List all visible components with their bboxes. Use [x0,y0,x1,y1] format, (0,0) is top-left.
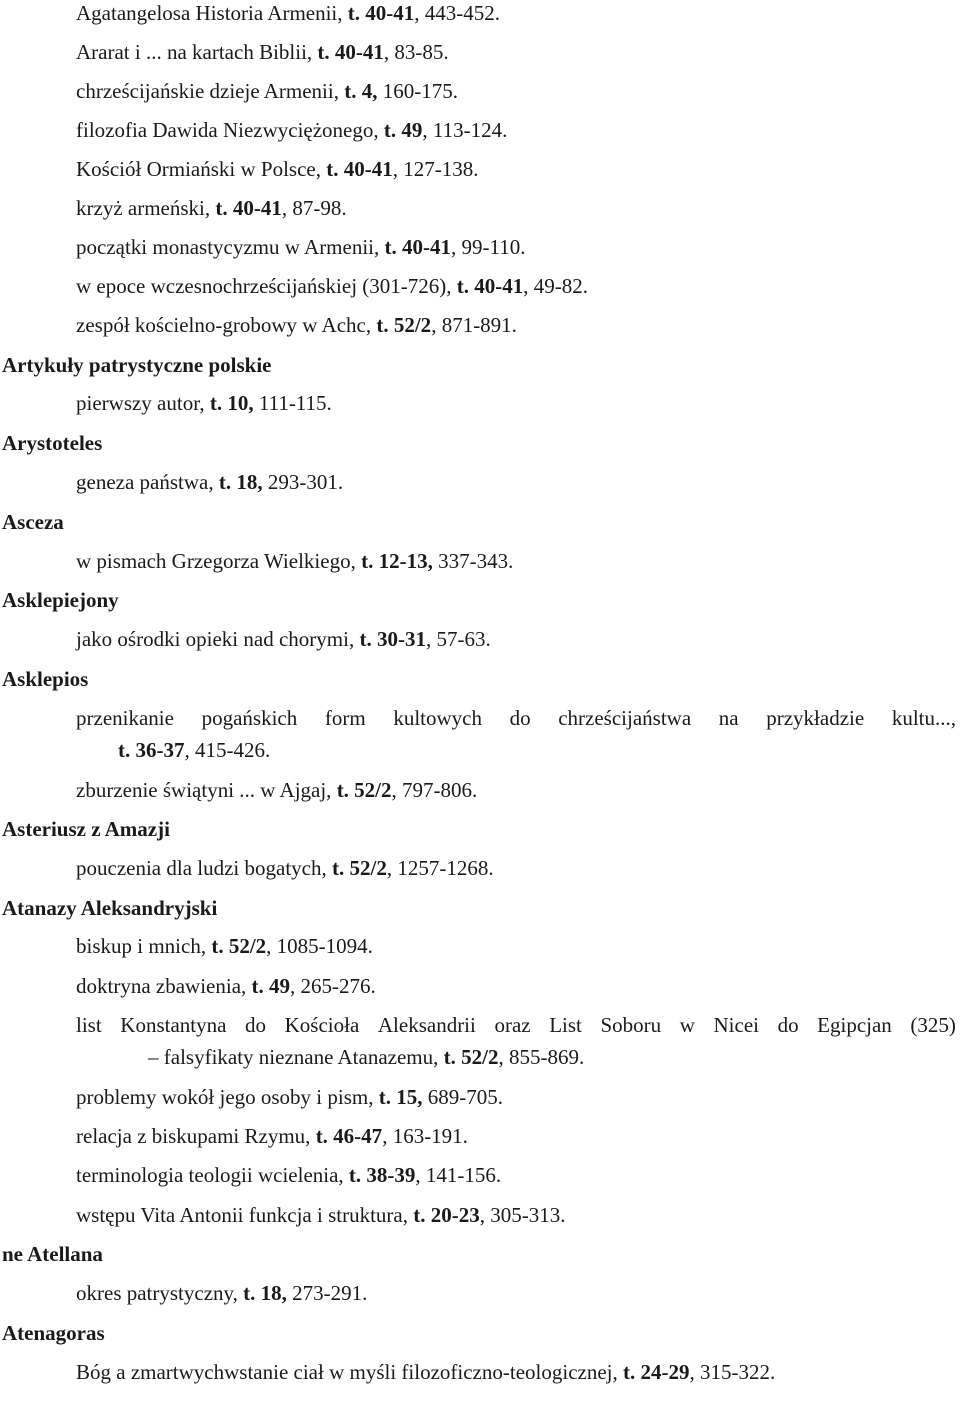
entry-title: Ararat i ... na kartach Biblii, [76,40,318,64]
volume-ref: t. 40-41 [326,157,393,181]
entry-title: biskup i mnich, [76,934,212,958]
volume-ref: t. 18, [218,470,263,494]
volume-ref: t. 40-41 [215,196,282,220]
volume-ref: t. 36-37 [118,738,185,762]
page-range: 160-175. [377,79,458,103]
page-range: 111-115. [253,391,332,415]
index-entry: przenikanie pogańskich form kultowych do chrześcijaństwa na przykładzie kultu..., [76,706,956,730]
entry-title: pouczenia dla ludzi bogatych, [76,856,332,880]
index-entry [76,626,491,652]
index-entry [76,195,347,221]
page-range: , 1085-1094. [266,934,373,958]
volume-ref: t. 52/2 [211,934,267,958]
page-range: , 99-110. [451,235,526,259]
page-range: , 415-426. [184,738,271,762]
volume-ref: t. 49 [383,118,423,142]
volume-ref: t. 24-29 [622,1360,690,1384]
entry-title: w epoce wczesnochrześcijańskiej (301-726), [76,274,457,298]
page-range: , 855-869. [498,1045,585,1069]
entry-title: Bóg a zmartwychwstanie ciał w myśli filozoficzno-teologicznej, [76,1360,623,1384]
index-heading: Atenagoras [2,1321,105,1345]
volume-ref: t. 52/2 [443,1045,499,1069]
entry-title: pierwszy autor, [76,391,210,415]
index-entry [76,469,343,495]
index-entry [76,1084,503,1110]
index-heading: Asklepiejony [2,588,119,612]
entry-title: Agatangelosa Historia Armenii, [76,1,348,25]
volume-ref: t. 52/2 [332,856,387,880]
entry-title: doktryna zbawienia, [76,974,252,998]
entry-title: okres patrystyczny, [76,1281,244,1305]
page-range: , 305-313. [479,1203,566,1227]
index-entry [76,1162,501,1188]
volume-ref: t. 40-41 [384,235,452,259]
volume-ref: t. 40-41 [347,1,415,25]
page-range: , 797-806. [391,778,478,802]
index-entry-continuation [118,737,270,763]
index-entry [76,1280,367,1306]
page-range: , 163-191. [382,1124,468,1148]
page-range: 293-301. [262,470,344,494]
index-entry [76,1123,468,1149]
entry-title: jako ośrodki opieki nad chorymi, [76,627,360,651]
page-range: , 871-891. [431,313,517,337]
volume-ref: t. 18, [243,1281,287,1305]
volume-ref: t. 40-41 [456,274,524,298]
volume-ref: t. 46-47 [315,1124,383,1148]
index-entry [76,39,449,65]
index-entry [76,933,373,959]
page-range: , 265-276. [290,974,376,998]
volume-ref: t. 10, [209,391,254,415]
entry-title: chrześcijańskie dzieje Armenii, [76,79,345,103]
page-range: 689-705. [422,1085,503,1109]
entry-title: terminologia teologii wcielenia, [76,1163,349,1187]
index-entry [76,273,588,299]
index-entry [76,390,332,416]
index-entry [76,312,517,338]
volume-ref: t. 4, [344,79,378,103]
page-range: , 141-156. [415,1163,502,1187]
entry-title: Kościół Ormiański w Polsce, [76,157,327,181]
volume-ref: t. 49 [251,974,291,998]
index-heading: Atanazy Aleksandryjski [2,896,218,920]
entry-title: początki monastycyzmu w Armenii, [76,235,385,259]
index-heading: Arystoteles [2,431,103,455]
entry-title: w pismach Grzegorza Wielkiego, [76,549,362,573]
volume-ref: t. 52/2 [336,778,392,802]
page-range: , 49-82. [523,274,589,298]
index-entry [76,1359,775,1385]
entry-title: wstępu Vita Antonii funkcja i struktura, [76,1203,414,1227]
page-range: , 113-124. [422,118,508,142]
index-entry [76,117,507,143]
volume-ref: t. 12-13, [361,549,433,573]
volume-ref: t. 40-41 [317,40,384,64]
index-entry-continuation [148,1044,584,1070]
page-range: , 57-63. [425,627,491,651]
page-range: , 1257-1268. [386,856,494,880]
index-heading: Asceza [2,510,64,534]
entry-title: problemy wokół jego osoby i pism, [76,1085,379,1109]
index-heading: Asklepios [2,667,89,691]
entry-title: zburzenie świątyni ... w Ajgaj, [76,778,337,802]
page-range: 337-343. [432,549,514,573]
volume-ref: t. 38-39 [348,1163,416,1187]
entry-title: zespół kościelno-grobowy w Achc, [76,313,377,337]
page-range: 273-291. [286,1281,368,1305]
index-entry [76,156,478,182]
index-entry [76,78,458,104]
entry-title: filozofia Dawida Niezwyciężonego, [76,118,384,142]
index-entry [76,1202,565,1228]
index-heading: Asteriusz z Amazji [2,817,170,841]
index-heading: ne Atellana [2,1242,103,1266]
volume-ref: t. 20-23 [413,1203,480,1227]
page-range: , 315-322. [689,1360,776,1384]
index-entry [76,0,500,26]
entry-title: – falsyfikaty nieznane Atanazemu, [148,1045,444,1069]
page-range: , 87-98. [281,196,347,220]
entry-title: geneza państwa, [76,470,219,494]
index-entry [76,855,494,881]
entry-title: krzyż armeński, [76,196,216,220]
index-entry [76,234,525,260]
index-entry: list Konstantyna do Kościoła Aleksandrii oraz List Soboru w Nicei do Egipcjan (325) [76,1013,956,1037]
index-entry [76,548,513,574]
page-range: , 443-452. [414,1,501,25]
volume-ref: t. 15, [378,1085,423,1109]
index-entry [76,973,376,999]
index-entry [76,777,477,803]
entry-title: relacja z biskupami Rzymu, [76,1124,316,1148]
volume-ref: t. 30-31 [359,627,426,651]
page-range: , 127-138. [392,157,479,181]
page-range: , 83-85. [383,40,449,64]
volume-ref: t. 52/2 [376,313,432,337]
index-heading: Artykuły patrystyczne polskie [2,353,272,377]
